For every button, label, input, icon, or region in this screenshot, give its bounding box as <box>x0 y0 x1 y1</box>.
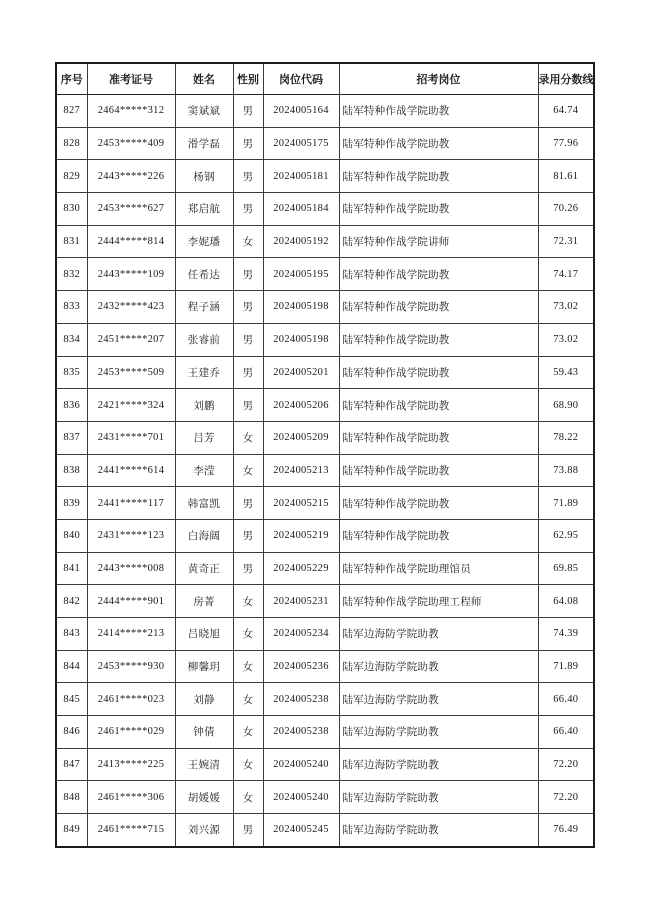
cell-index: 837 <box>56 421 87 454</box>
cell-score-line: 73.02 <box>538 291 594 324</box>
cell-position-code: 2024005184 <box>263 193 339 226</box>
cell-gender: 女 <box>233 748 263 781</box>
cell-index: 848 <box>56 781 87 814</box>
cell-name: 吕晓旭 <box>175 618 233 651</box>
cell-position: 陆军特种作战学院助理馆员 <box>339 552 538 585</box>
cell-gender: 女 <box>233 454 263 487</box>
cell-index: 839 <box>56 487 87 520</box>
cell-index: 833 <box>56 291 87 324</box>
cell-position: 陆军特种作战学院助教 <box>339 389 538 422</box>
cell-name: 李妮璠 <box>175 225 233 258</box>
cell-position-code: 2024005213 <box>263 454 339 487</box>
cell-name: 张睿前 <box>175 323 233 356</box>
header-cell-index: 序号 <box>56 63 87 95</box>
cell-gender: 男 <box>233 160 263 193</box>
cell-ticket-number: 2451*****207 <box>87 323 175 356</box>
cell-position-code: 2024005201 <box>263 356 339 389</box>
table-row <box>56 716 594 749</box>
cell-name: 王建乔 <box>175 356 233 389</box>
cell-position: 陆军特种作战学院助教 <box>339 323 538 356</box>
cell-position-code: 2024005198 <box>263 323 339 356</box>
cell-score-line: 74.39 <box>538 618 594 651</box>
cell-ticket-number: 2453*****627 <box>87 193 175 226</box>
cell-position: 陆军边海防学院助教 <box>339 650 538 683</box>
cell-position-code: 2024005238 <box>263 716 339 749</box>
cell-position-code: 2024005181 <box>263 160 339 193</box>
cell-gender: 女 <box>233 716 263 749</box>
table-row <box>56 519 594 552</box>
cell-index: 832 <box>56 258 87 291</box>
cell-ticket-number: 2414*****213 <box>87 618 175 651</box>
cell-index: 847 <box>56 748 87 781</box>
cell-ticket-number: 2461*****306 <box>87 781 175 814</box>
cell-score-line: 77.96 <box>538 127 594 160</box>
cell-position-code: 2024005229 <box>263 552 339 585</box>
cell-name: 胡媛媛 <box>175 781 233 814</box>
cell-index: 829 <box>56 160 87 193</box>
cell-name: 任希达 <box>175 258 233 291</box>
cell-score-line: 73.02 <box>538 323 594 356</box>
cell-ticket-number: 2461*****023 <box>87 683 175 716</box>
cell-ticket-number: 2461*****029 <box>87 716 175 749</box>
table-row <box>56 421 594 454</box>
cell-name: 房菁 <box>175 585 233 618</box>
cell-ticket-number: 2413*****225 <box>87 748 175 781</box>
cell-score-line: 68.90 <box>538 389 594 422</box>
header-cell-position: 招考岗位 <box>339 63 538 95</box>
cell-score-line: 64.08 <box>538 585 594 618</box>
cell-gender: 男 <box>233 389 263 422</box>
cell-gender: 女 <box>233 650 263 683</box>
cell-ticket-number: 2441*****614 <box>87 454 175 487</box>
cell-score-line: 72.31 <box>538 225 594 258</box>
cell-name: 韩富凯 <box>175 487 233 520</box>
cell-position: 陆军边海防学院助教 <box>339 781 538 814</box>
table-row <box>56 487 594 520</box>
header-row <box>56 63 594 95</box>
cell-name: 柳馨玥 <box>175 650 233 683</box>
cell-index: 844 <box>56 650 87 683</box>
cell-gender: 女 <box>233 618 263 651</box>
cell-index: 843 <box>56 618 87 651</box>
header-cell-name: 姓名 <box>175 63 233 95</box>
cell-ticket-number: 2461*****715 <box>87 814 175 847</box>
cell-gender: 男 <box>233 519 263 552</box>
cell-name: 白海阔 <box>175 519 233 552</box>
cell-name: 杨钢 <box>175 160 233 193</box>
cell-index: 838 <box>56 454 87 487</box>
cell-position-code: 2024005219 <box>263 519 339 552</box>
cell-score-line: 76.49 <box>538 814 594 847</box>
cell-score-line: 64.74 <box>538 95 594 128</box>
table-row <box>56 683 594 716</box>
cell-score-line: 73.88 <box>538 454 594 487</box>
cell-position: 陆军特种作战学院助教 <box>339 487 538 520</box>
cell-index: 834 <box>56 323 87 356</box>
table-row <box>56 552 594 585</box>
header-cell-gender: 性别 <box>233 63 263 95</box>
cell-gender: 男 <box>233 814 263 847</box>
cell-position: 陆军边海防学院助教 <box>339 814 538 847</box>
cell-index: 828 <box>56 127 87 160</box>
cell-position-code: 2024005236 <box>263 650 339 683</box>
cell-position-code: 2024005195 <box>263 258 339 291</box>
cell-gender: 男 <box>233 552 263 585</box>
cell-index: 842 <box>56 585 87 618</box>
table-row <box>56 160 594 193</box>
cell-position: 陆军特种作战学院助教 <box>339 95 538 128</box>
cell-position-code: 2024005215 <box>263 487 339 520</box>
cell-position-code: 2024005245 <box>263 814 339 847</box>
cell-index: 841 <box>56 552 87 585</box>
cell-name: 王婉清 <box>175 748 233 781</box>
cell-gender: 男 <box>233 291 263 324</box>
cell-score-line: 74.17 <box>538 258 594 291</box>
cell-position: 陆军特种作战学院助教 <box>339 291 538 324</box>
cell-score-line: 78.22 <box>538 421 594 454</box>
cell-name: 刘静 <box>175 683 233 716</box>
cell-gender: 女 <box>233 225 263 258</box>
cell-name: 刘鹏 <box>175 389 233 422</box>
cell-gender: 男 <box>233 127 263 160</box>
table-row <box>56 781 594 814</box>
cell-gender: 男 <box>233 258 263 291</box>
cell-position: 陆军特种作战学院助教 <box>339 193 538 226</box>
cell-gender: 女 <box>233 781 263 814</box>
cell-ticket-number: 2432*****423 <box>87 291 175 324</box>
cell-score-line: 66.40 <box>538 716 594 749</box>
cell-score-line: 70.26 <box>538 193 594 226</box>
cell-score-line: 72.20 <box>538 748 594 781</box>
table-row <box>56 814 594 847</box>
cell-name: 滑学磊 <box>175 127 233 160</box>
table-row <box>56 95 594 128</box>
table-row <box>56 389 594 422</box>
cell-name: 钟倩 <box>175 716 233 749</box>
cell-position: 陆军特种作战学院助教 <box>339 421 538 454</box>
cell-ticket-number: 2453*****509 <box>87 356 175 389</box>
cell-score-line: 71.89 <box>538 650 594 683</box>
cell-ticket-number: 2444*****901 <box>87 585 175 618</box>
table-row <box>56 650 594 683</box>
cell-name: 黄奇正 <box>175 552 233 585</box>
header-cell-position-code: 岗位代码 <box>263 63 339 95</box>
cell-position-code: 2024005206 <box>263 389 339 422</box>
cell-gender: 男 <box>233 95 263 128</box>
cell-ticket-number: 2421*****324 <box>87 389 175 422</box>
cell-position-code: 2024005192 <box>263 225 339 258</box>
cell-ticket-number: 2453*****409 <box>87 127 175 160</box>
cell-index: 831 <box>56 225 87 258</box>
cell-index: 835 <box>56 356 87 389</box>
cell-position: 陆军特种作战学院助教 <box>339 160 538 193</box>
table-body <box>56 95 594 847</box>
admission-score-table <box>55 62 595 848</box>
cell-position-code: 2024005240 <box>263 781 339 814</box>
table-row <box>56 585 594 618</box>
cell-ticket-number: 2443*****109 <box>87 258 175 291</box>
table-row <box>56 356 594 389</box>
cell-ticket-number: 2444*****814 <box>87 225 175 258</box>
table-row <box>56 127 594 160</box>
cell-position: 陆军边海防学院助教 <box>339 748 538 781</box>
table-row <box>56 323 594 356</box>
cell-score-line: 59.43 <box>538 356 594 389</box>
table-row <box>56 454 594 487</box>
cell-position: 陆军特种作战学院助教 <box>339 454 538 487</box>
cell-gender: 男 <box>233 487 263 520</box>
cell-position: 陆军特种作战学院助理工程师 <box>339 585 538 618</box>
header-cell-ticket-number: 准考证号 <box>87 63 175 95</box>
cell-ticket-number: 2453*****930 <box>87 650 175 683</box>
cell-index: 830 <box>56 193 87 226</box>
cell-position: 陆军特种作战学院助教 <box>339 519 538 552</box>
cell-position-code: 2024005234 <box>263 618 339 651</box>
cell-position: 陆军特种作战学院助教 <box>339 258 538 291</box>
cell-index: 840 <box>56 519 87 552</box>
cell-score-line: 72.20 <box>538 781 594 814</box>
cell-name: 吕芳 <box>175 421 233 454</box>
cell-position: 陆军边海防学院助教 <box>339 683 538 716</box>
cell-position: 陆军特种作战学院助教 <box>339 127 538 160</box>
cell-name: 郑启航 <box>175 193 233 226</box>
cell-ticket-number: 2443*****226 <box>87 160 175 193</box>
table-row <box>56 193 594 226</box>
table-row <box>56 291 594 324</box>
cell-position: 陆军边海防学院助教 <box>339 716 538 749</box>
cell-position: 陆军特种作战学院助教 <box>339 356 538 389</box>
cell-position-code: 2024005175 <box>263 127 339 160</box>
table-row <box>56 225 594 258</box>
cell-position: 陆军特种作战学院讲师 <box>339 225 538 258</box>
cell-position-code: 2024005198 <box>263 291 339 324</box>
cell-position-code: 2024005164 <box>263 95 339 128</box>
cell-gender: 女 <box>233 683 263 716</box>
cell-index: 846 <box>56 716 87 749</box>
cell-score-line: 66.40 <box>538 683 594 716</box>
cell-ticket-number: 2441*****117 <box>87 487 175 520</box>
cell-score-line: 81.61 <box>538 160 594 193</box>
cell-gender: 男 <box>233 193 263 226</box>
table-row <box>56 618 594 651</box>
cell-position-code: 2024005209 <box>263 421 339 454</box>
cell-name: 窦斌斌 <box>175 95 233 128</box>
cell-position-code: 2024005238 <box>263 683 339 716</box>
cell-index: 845 <box>56 683 87 716</box>
cell-index: 849 <box>56 814 87 847</box>
cell-name: 刘兴源 <box>175 814 233 847</box>
cell-position-code: 2024005240 <box>263 748 339 781</box>
table-row <box>56 748 594 781</box>
cell-index: 836 <box>56 389 87 422</box>
cell-position-code: 2024005231 <box>263 585 339 618</box>
cell-position: 陆军边海防学院助教 <box>339 618 538 651</box>
cell-ticket-number: 2431*****123 <box>87 519 175 552</box>
cell-gender: 男 <box>233 323 263 356</box>
cell-gender: 男 <box>233 356 263 389</box>
cell-index: 827 <box>56 95 87 128</box>
cell-score-line: 69.85 <box>538 552 594 585</box>
cell-score-line: 62.95 <box>538 519 594 552</box>
cell-ticket-number: 2431*****701 <box>87 421 175 454</box>
cell-gender: 女 <box>233 585 263 618</box>
header-cell-score-line: 录用分数线 <box>538 63 594 95</box>
cell-gender: 女 <box>233 421 263 454</box>
cell-name: 李滢 <box>175 454 233 487</box>
cell-score-line: 71.89 <box>538 487 594 520</box>
cell-ticket-number: 2443*****008 <box>87 552 175 585</box>
table-row <box>56 258 594 291</box>
cell-name: 程子涵 <box>175 291 233 324</box>
cell-ticket-number: 2464*****312 <box>87 95 175 128</box>
